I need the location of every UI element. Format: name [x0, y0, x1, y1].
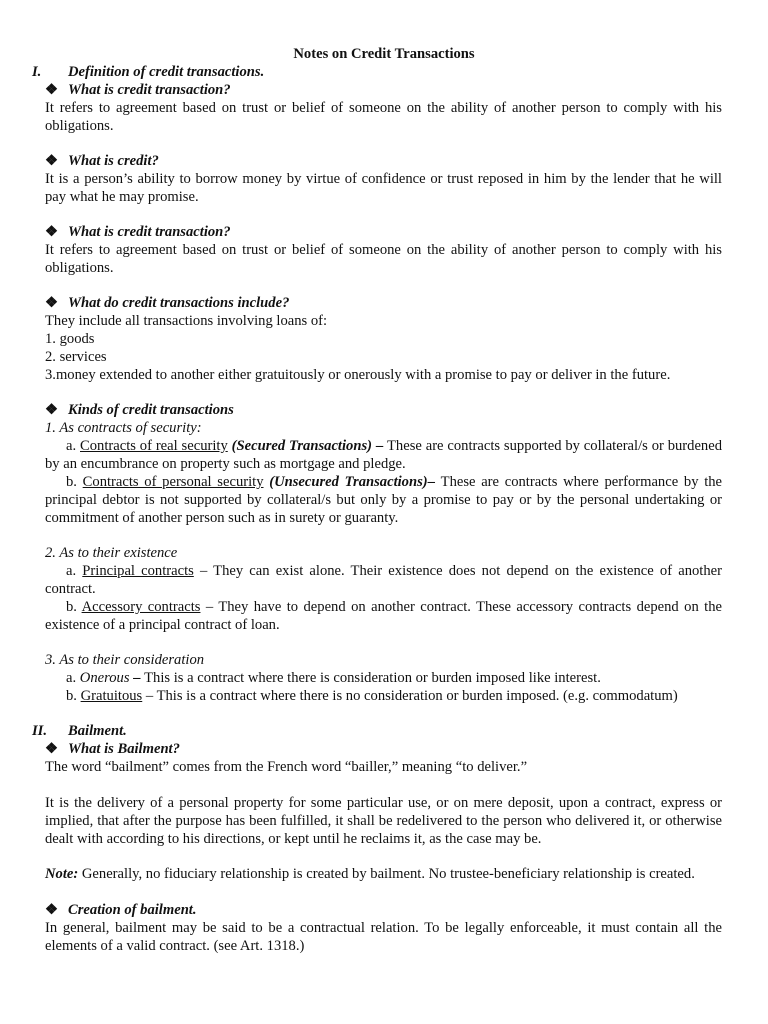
- question-text: What is Bailment?: [68, 741, 180, 757]
- question-text: What do credit transactions include?: [68, 295, 290, 311]
- section-1-title: Definition of credit transactions.: [68, 64, 265, 80]
- loans-item-goods: 1. goods: [45, 331, 95, 347]
- question-text: Kinds of credit transactions: [68, 402, 234, 418]
- bailment-etymology: The word “bailment” comes from the French word “bailler,” meaning “to deliver.”: [45, 759, 528, 775]
- term-paren-unsecured: (Unsecured Transactions): [269, 474, 428, 490]
- term-personal-security: Contracts of personal security: [82, 474, 264, 490]
- item-prefix: a.: [66, 670, 77, 686]
- section-2-heading: [32, 723, 127, 741]
- note-label: Note:: [45, 866, 79, 882]
- loans-item-money: 3.money extended to another either gratuitously or onerously with a promise to pay or deliver in the future.: [45, 367, 671, 383]
- kind-2-item-a: [45, 563, 722, 599]
- kind-2-heading: 2. As to their existence: [45, 545, 178, 561]
- diamond-bullet-icon: ❖: [45, 402, 59, 418]
- item-text: This is a contract where there is consideration or burden imposed like interest.: [144, 670, 601, 686]
- item-text: – This is a contract where there is no consideration or burden imposed. (e.g. commodatum): [142, 688, 678, 704]
- term-accessory-contracts: Accessory contracts: [81, 599, 201, 615]
- question-credit-transactions-include: [45, 295, 289, 313]
- dash: –: [427, 474, 441, 490]
- term-paren-secured: (Secured Transactions): [231, 438, 372, 454]
- dash: –: [129, 670, 145, 686]
- diamond-bullet-icon: ❖: [45, 153, 59, 169]
- item-text: These are contracts supported by collateral/s or burdened by an encumbrance on property such as mortgage and pledge.: [45, 438, 723, 472]
- question-text: What is credit transaction?: [68, 82, 231, 98]
- diamond-bullet-icon: ❖: [45, 741, 59, 757]
- question-text: Creation of bailment.: [68, 902, 197, 918]
- dash: –: [371, 438, 388, 454]
- item-prefix: a.: [66, 438, 77, 454]
- question-what-is-credit-transaction: [45, 82, 231, 100]
- kind-3-item-a: [45, 670, 722, 688]
- item-text: – They have to depend on another contract. These accessory contracts depend on the existence of a principal contract of loan.: [45, 599, 723, 633]
- term-principal-contracts: Principal contracts: [82, 563, 194, 579]
- question-what-is-bailment: [45, 741, 180, 759]
- bailment-definition: It is the delivery of a personal property for some particular use, or on mere deposit, upon a contract, express or implied, that after the purpose has been fulfilled, it shall be redelivered to the person who delivered it, or otherwise dealt with according to his directions, or kept until he reclaims it, as the case may be.: [45, 795, 722, 847]
- kind-3-heading: 3. As to their consideration: [45, 652, 205, 668]
- bailment-creation-text: In general, bailment may be said to be a contractual relation. To be legally enforceable, it must contain all the elements of a valid contract. (see Art. 1318.): [45, 920, 722, 954]
- answer-credit-transaction-2: It refers to agreement based on trust or belief of someone on the ability of another person to comply with his obligations.: [45, 242, 722, 276]
- item-prefix: b.: [66, 688, 77, 704]
- question-what-is-credit-transaction-2: [45, 224, 231, 242]
- kind-3-item-b: [45, 688, 722, 706]
- answer-credit-transaction: It refers to agreement based on trust or belief of someone on the ability of another person to comply with his obligations.: [45, 100, 722, 134]
- item-prefix: a.: [66, 563, 77, 579]
- kind-2-item-b: [45, 599, 722, 635]
- question-text: What is credit transaction?: [68, 224, 231, 240]
- section-2-title: Bailment.: [68, 723, 127, 739]
- question-creation-of-bailment: [45, 902, 197, 920]
- kind-1-item-b: [45, 474, 722, 527]
- kind-1-item-a: [45, 438, 722, 474]
- term-onerous: Onerous: [79, 670, 130, 686]
- answer-credit: It is a person’s ability to borrow money by virtue of confidence or trust reposed in him by the lender that he will pay what he may promise.: [45, 171, 722, 205]
- item-prefix: b.: [66, 474, 77, 490]
- question-kinds-of-credit-transactions: [45, 402, 234, 420]
- note-text: Generally, no fiduciary relationship is created by bailment. No trustee-beneficiary relationship is created.: [78, 866, 695, 882]
- section-1-heading: [32, 64, 264, 82]
- bailment-note: [45, 866, 722, 884]
- kind-1-heading: 1. As contracts of security:: [45, 420, 202, 436]
- term-gratuitous: Gratuitous: [80, 688, 143, 704]
- item-text: These are contracts where performance by the principal debtor is not supported by collateral/s but only by a promise to pay or by the personal undertaking or commitment of another person such as in surety or guaranty.: [45, 474, 723, 526]
- term-real-security: Contracts of real security: [80, 438, 228, 454]
- section-1-number: I.: [32, 64, 42, 80]
- item-text: – They can exist alone. Their existence does not depend on the existence of another contract.: [45, 563, 722, 597]
- loans-item-services: 2. services: [45, 349, 107, 365]
- diamond-bullet-icon: ❖: [45, 224, 59, 240]
- diamond-bullet-icon: ❖: [45, 82, 59, 98]
- item-prefix: b.: [66, 599, 77, 615]
- question-text: What is credit?: [68, 153, 159, 169]
- question-what-is-credit: [45, 153, 159, 171]
- section-2-number: II.: [32, 723, 48, 739]
- diamond-bullet-icon: ❖: [45, 295, 59, 311]
- page-title: Notes on Credit Transactions: [293, 46, 475, 62]
- diamond-bullet-icon: ❖: [45, 902, 59, 918]
- loans-intro: They include all transactions involving loans of:: [45, 313, 328, 329]
